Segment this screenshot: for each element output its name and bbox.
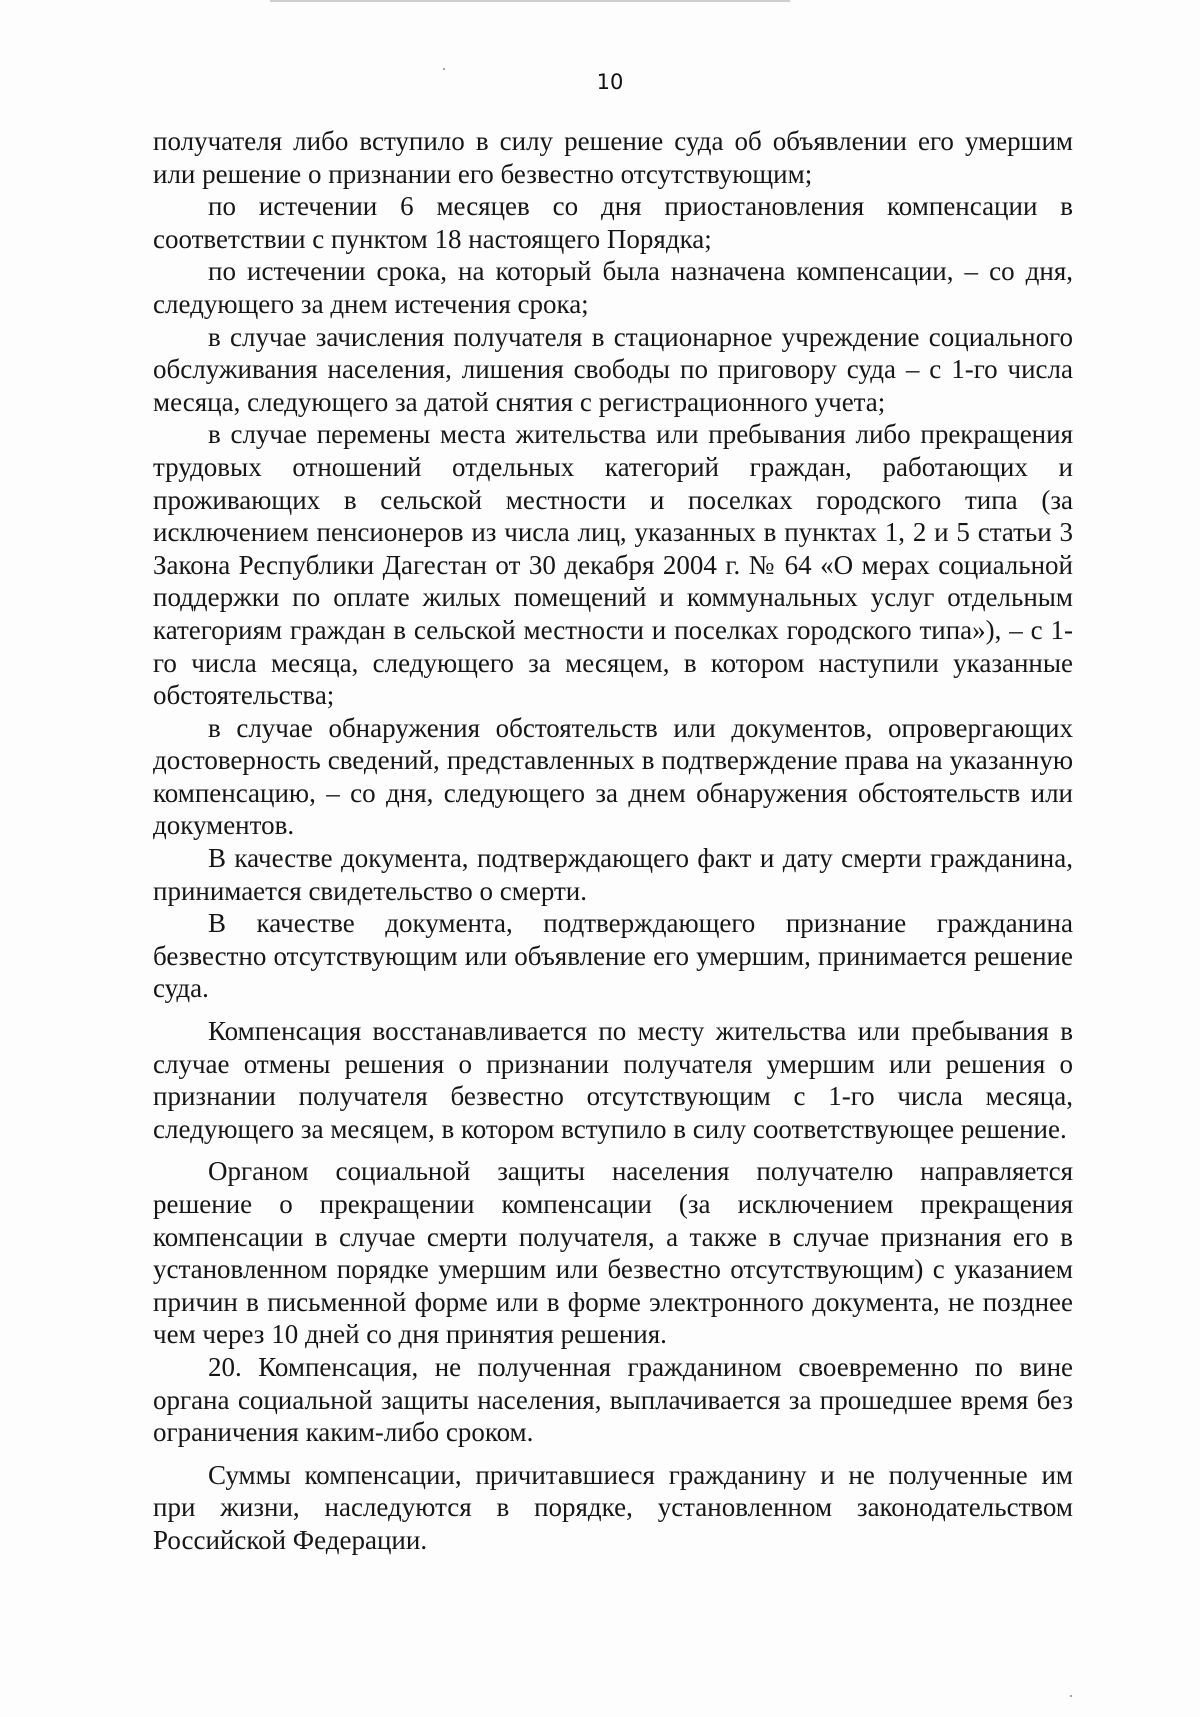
paragraph: 20. Компенсация, не полученная гражданином своевременно по вине органа социальной защиты населения, выплачивается за прошедшее время без ограничения каким-либо сроком. bbox=[153, 1351, 1073, 1448]
paragraph: в случае зачисления получателя в стационарное учреждение социального обслуживания населения, лишения свободы по приговору суда – с 1-го числа месяца, следующего за датой снятия с регистрационного учета; bbox=[153, 321, 1073, 417]
paragraph: получателя либо вступило в силу решение суда об объявлении его умершим или решение о признании его безвестно отсутствующим; bbox=[153, 126, 1073, 189]
paragraph: Органом социальной защиты населения получателю направляется решение о прекращении компенсации (за исключением прекращения компенсации в случае смерти получателя, а также в случае признания его в установленном порядке умершим или безвестно отсутствующим) с указанием причин в письменной форме или в форме электронного документа, не позднее чем через 10 дней со дня принятия решения. bbox=[153, 1156, 1073, 1350]
scan-speck bbox=[1070, 1695, 1072, 1697]
paragraph: по истечении срока, на который была назначена компенсации, – со дня, следующего за днем истечения срока; bbox=[153, 256, 1073, 319]
paragraph: по истечении 6 месяцев со дня приостановления компенсации в соответствии с пунктом 18 настоящего Порядка; bbox=[153, 191, 1073, 254]
paragraph: В качестве документа, подтверждающего признание гражданина безвестно отсутствующим или объявление его умершим, принимается решение суда. bbox=[153, 908, 1073, 1004]
paragraph: в случае обнаружения обстоятельств или документов, опровергающих достоверность сведений, представленных в подтверждение права на указанную компенсацию, – со дня, следующего за днем обнаружения обстоятельств или документов. bbox=[153, 712, 1073, 841]
paragraph: в случае перемены места жительства или пребывания либо прекращения трудовых отношений отдельных категорий граждан, работающих и проживающих в сельской местности и поселках городского типа (за исключением пенсионеров из числа лиц, указанных в пунктах 1, 2 и 5 статьи 3 Закона Республики Дагестан от 30 декабря 2004 г. № 64 «О мерах социальной поддержки по оплате жилых помещений и коммунальных услуг отдельным категориям граждан в сельской местности и поселках городского типа»), – с 1-го числа месяца, следующего за месяцем, в котором наступили указанные обстоятельства; bbox=[153, 419, 1073, 711]
paragraph: Компенсация восстанавливается по месту жительства или пребывания в случае отмены решения о признании получателя умершим или решения о признании получателя безвестно отсутствующим с 1-го числа месяца, следующего за месяцем, в котором вступило в силу соответствующее решение. bbox=[153, 1016, 1073, 1144]
paragraph: Суммы компенсации, причитавшиеся гражданину и не полученные им при жизни, наследуются в порядке, установленном законодательством Российской Федерации. bbox=[153, 1459, 1073, 1555]
paragraph: В качестве документа, подтверждающего факт и дату смерти гражданина, принимается свидетельство о смерти. bbox=[153, 843, 1073, 906]
scan-edge-line bbox=[270, 0, 790, 2]
page-number: 10 bbox=[596, 70, 624, 94]
document-body bbox=[153, 125, 1073, 1557]
